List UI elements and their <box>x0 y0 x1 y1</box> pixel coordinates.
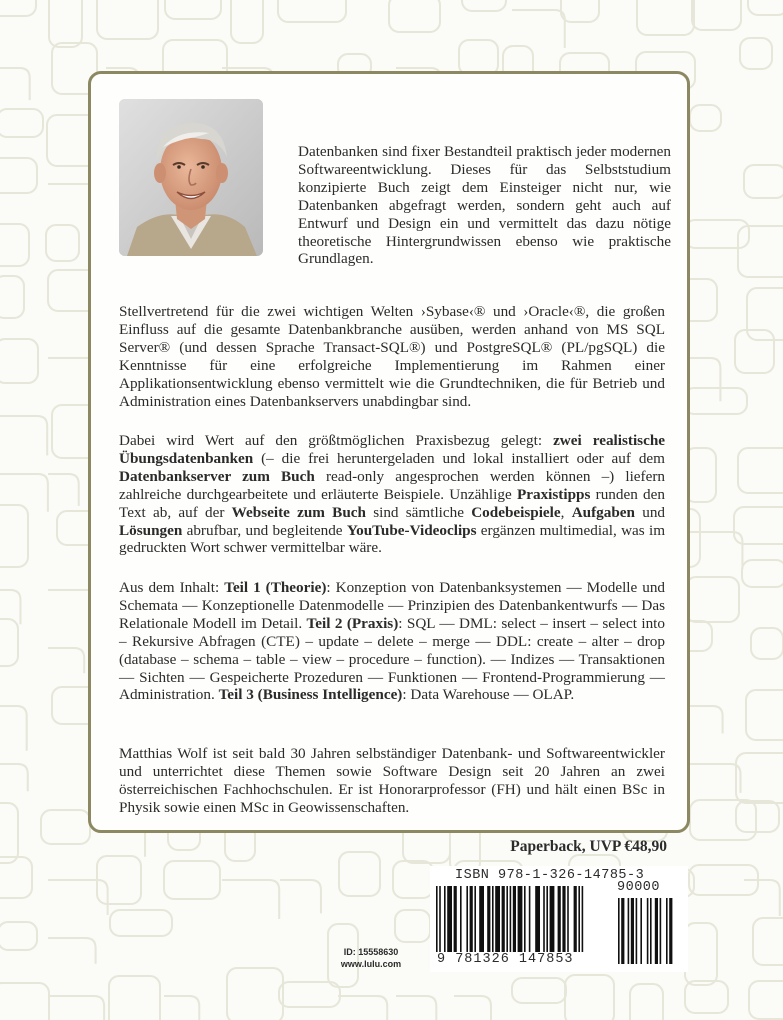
pattern-shape <box>0 505 28 567</box>
pattern-shape <box>749 981 783 1019</box>
description-paragraph-2: Dabei wird Wert auf den größtmöglichen Praxisbezug gelegt: zwei realistische Übungsdatenbanken (– die frei heruntergeladen und lokal installiert oder auf dem Datenbankserver zum Buch read-only angesprochen werden können –) liefern zahlreiche durchgearbeitete und erläuterte Beispiele. Unzählige Praxistipps runden den Text ab, auf der Webseite zum Buch sind sämtliche Codebeispiele, Aufgaben und Lösungen abrufbar, und begleitende YouTube-Videoclips ergänzen multimedial, was im gedruckten Wort schwer vermittelbar wäre. <box>119 432 666 557</box>
pattern-line <box>686 358 720 401</box>
pattern-shape <box>0 0 36 16</box>
pattern-shape <box>462 0 506 11</box>
barcode-bar <box>524 886 526 952</box>
pattern-shape <box>684 388 747 414</box>
pattern-line <box>0 764 28 791</box>
pattern-shape <box>753 918 783 965</box>
pattern-line <box>48 648 84 673</box>
pattern-shape <box>97 0 158 39</box>
barcode-bar <box>466 886 468 952</box>
pattern-shape <box>748 0 783 15</box>
isbn-text: ISBN 978-1-326-14785-3 <box>455 868 645 883</box>
pattern-shape <box>279 982 340 1007</box>
barcode-bar <box>640 898 642 964</box>
pattern-shape <box>0 224 29 266</box>
barcode-bar <box>562 886 565 952</box>
publisher-id-block <box>325 946 417 970</box>
pattern-line <box>0 706 27 751</box>
pattern-shape <box>512 978 566 1003</box>
barcode-bar <box>495 886 500 952</box>
pattern-shape <box>690 105 721 131</box>
pattern-shape <box>686 577 739 622</box>
pattern-shape <box>0 276 24 318</box>
pattern-shape <box>738 226 783 277</box>
price-addon-code: 90000 <box>617 880 661 895</box>
barcode-bar <box>502 886 505 952</box>
barcode-bar <box>513 886 516 952</box>
pattern-shape <box>637 0 694 35</box>
pattern-shape <box>742 560 783 587</box>
pattern-shape <box>0 803 18 863</box>
addon-barcode <box>618 898 684 964</box>
pattern-shape <box>164 861 220 899</box>
pattern-line <box>0 68 30 100</box>
pattern-line <box>686 764 740 793</box>
pattern-line <box>48 996 104 1020</box>
barcode-bar <box>618 898 620 964</box>
barcode-bar <box>621 898 624 964</box>
author-photo <box>119 99 263 256</box>
pattern-shape <box>565 975 614 1020</box>
intro-text: Datenbanken sind fixer Bestandteil praktisch jeder modernen Softwareentwicklung. Dieses für das Selbststudium konzipierte Buch zeigt dem Einsteiger nicht nur, wie Datenbanken abgefragt werden, sondern geht auch auf Entwurf und Design ein und vermittelt das dazu nötige theoretische Hintergrundwissen ebenso wie praktische Grundlagen. <box>298 143 671 268</box>
pattern-line <box>338 996 387 1020</box>
pattern-shape <box>278 0 346 22</box>
publisher-website: www.lulu.com <box>340 959 402 969</box>
barcode-bar <box>631 898 634 964</box>
pattern-line <box>396 996 436 1020</box>
barcode-bar <box>436 886 438 952</box>
pattern-line <box>222 880 279 919</box>
pattern-shape <box>0 339 38 383</box>
pattern-shape <box>747 288 783 340</box>
ean-digits: 9 781326 147853 <box>437 952 574 967</box>
pattern-line <box>48 880 108 915</box>
description-paragraph-1: Stellvertretend für die zwei wichtigen Welten ›Sybase‹® und ›Oracle‹®, die großen Einfluss auf die gesamte Datenbankbranche ausüben, werden anhand von MS SQL Server® (und dessen Sprache Transact-SQL®) und PostgreSQL® (PL/pgSQL) die Kenntnisse für eine erfolgreiche Implementierung im Rahmen einer Applikationsentwicklung ebenso vermittelt wie die Grundtechniken, die für Betrieb und Administration eines Datenbankservers unabdingbar sind. <box>119 303 665 410</box>
barcode-bar <box>567 886 569 952</box>
pattern-shape <box>736 753 783 803</box>
pattern-shape <box>395 910 430 942</box>
barcode-bar <box>574 886 577 952</box>
pattern-shape <box>690 800 756 840</box>
barcode-bar <box>546 886 548 952</box>
pattern-shape <box>736 801 779 832</box>
barcode-bar <box>479 886 484 952</box>
pattern-shape <box>0 922 37 950</box>
barcode-bar <box>439 886 441 952</box>
pattern-shape <box>459 40 498 75</box>
barcode-bar <box>454 886 457 952</box>
barcode-bar <box>518 886 523 952</box>
barcode-bar <box>655 898 658 964</box>
pattern-shape <box>389 0 440 32</box>
pattern-line <box>164 996 199 1020</box>
ean-barcode <box>436 886 612 952</box>
barcode-bar <box>535 886 540 952</box>
pattern-shape <box>692 0 741 30</box>
barcode-bar <box>582 886 584 952</box>
pattern-shape <box>685 923 717 985</box>
barcode-bar <box>578 886 580 952</box>
pattern-shape <box>165 0 221 19</box>
publisher-id: ID: 15558630 <box>343 947 399 957</box>
author-bio-paragraph: Matthias Wolf ist seit bald 30 Jahren selbständiger Datenbank- und Softwareentwickler und unterrichtet diese Themen sowie Software Design seit 20 Jahren an zwei österreichischen Fachhochschulen. Er ist Honorarprofessor (FH) und hält einen BSc in Physik sowie einen MSc in Geowissenschaften. <box>119 745 665 816</box>
pattern-shape <box>738 448 783 493</box>
pattern-shape <box>46 225 79 261</box>
pattern-line <box>0 416 47 455</box>
barcode-bar <box>492 886 494 952</box>
barcode-bar <box>666 898 668 964</box>
barcode-bar <box>660 898 662 964</box>
barcode-bar <box>650 898 652 964</box>
pattern-line <box>454 996 491 1020</box>
barcode-bar <box>510 886 512 952</box>
barcode-bar <box>447 886 452 952</box>
barcode-bar <box>628 898 630 964</box>
pattern-line <box>744 880 780 916</box>
barcode-bar <box>444 886 446 952</box>
pattern-shape <box>0 158 37 193</box>
pattern-shape <box>0 619 18 666</box>
pattern-shape <box>393 861 433 898</box>
pattern-shape <box>685 220 749 248</box>
barcode-bar <box>487 886 490 952</box>
pattern-shape <box>41 810 90 844</box>
barcode-bar <box>543 886 545 952</box>
pattern-shape <box>630 984 663 1020</box>
barcode-bar <box>529 886 531 952</box>
pattern-shape <box>231 0 263 43</box>
barcode-bar <box>550 886 555 952</box>
pattern-shape <box>735 330 774 373</box>
pattern-shape <box>0 983 49 1020</box>
pattern-shape <box>740 38 772 69</box>
pattern-line <box>48 938 96 964</box>
barcode-bar <box>474 886 476 952</box>
pattern-line <box>280 880 321 913</box>
pattern-shape <box>97 856 141 904</box>
pattern-shape <box>227 968 283 1020</box>
pattern-shape <box>49 0 82 47</box>
pattern-line <box>512 10 565 48</box>
pattern-line <box>48 474 79 506</box>
pattern-shape <box>109 976 160 1020</box>
pattern-shape <box>744 165 783 198</box>
pattern-shape <box>751 628 783 659</box>
pattern-shape <box>0 109 43 137</box>
barcode-bar <box>669 898 672 964</box>
barcode-bar <box>470 886 473 952</box>
pattern-shape <box>110 910 172 936</box>
barcode-bar <box>460 886 462 952</box>
price-label: Paperback, UVP €48,90 <box>510 838 667 855</box>
contents-paragraph: Aus dem Inhalt: Teil 1 (Theorie): Konzeption von Datenbanksystemen — Modelle und Schemata — Konzeptionelle Datenmodelle — Prinzipien des Datenbankentwurfs — Das Relationale Modell im Detail. Teil 2 (Praxis): SQL — DML: select – insert – select into – Rekursive Abfragen (CTE) – update – delete – merge — DDL: create – alter – drop (database – schema – table – view – procedure – function). — Indizes — Transaktionen — Sichten — Gespeicherte Prozeduren — Funktionen — Frontend-Programmierung — Administration. Teil 3 (Business Intelligence): Data Warehouse — OLAP. <box>119 579 666 704</box>
pattern-line <box>686 706 723 733</box>
barcode-bar <box>558 886 561 952</box>
pattern-shape <box>339 852 380 896</box>
pattern-shape <box>746 690 783 740</box>
pattern-shape <box>561 0 599 22</box>
barcode-bar <box>647 898 649 964</box>
barcode-bar <box>506 886 508 952</box>
barcode-bar <box>636 898 638 964</box>
